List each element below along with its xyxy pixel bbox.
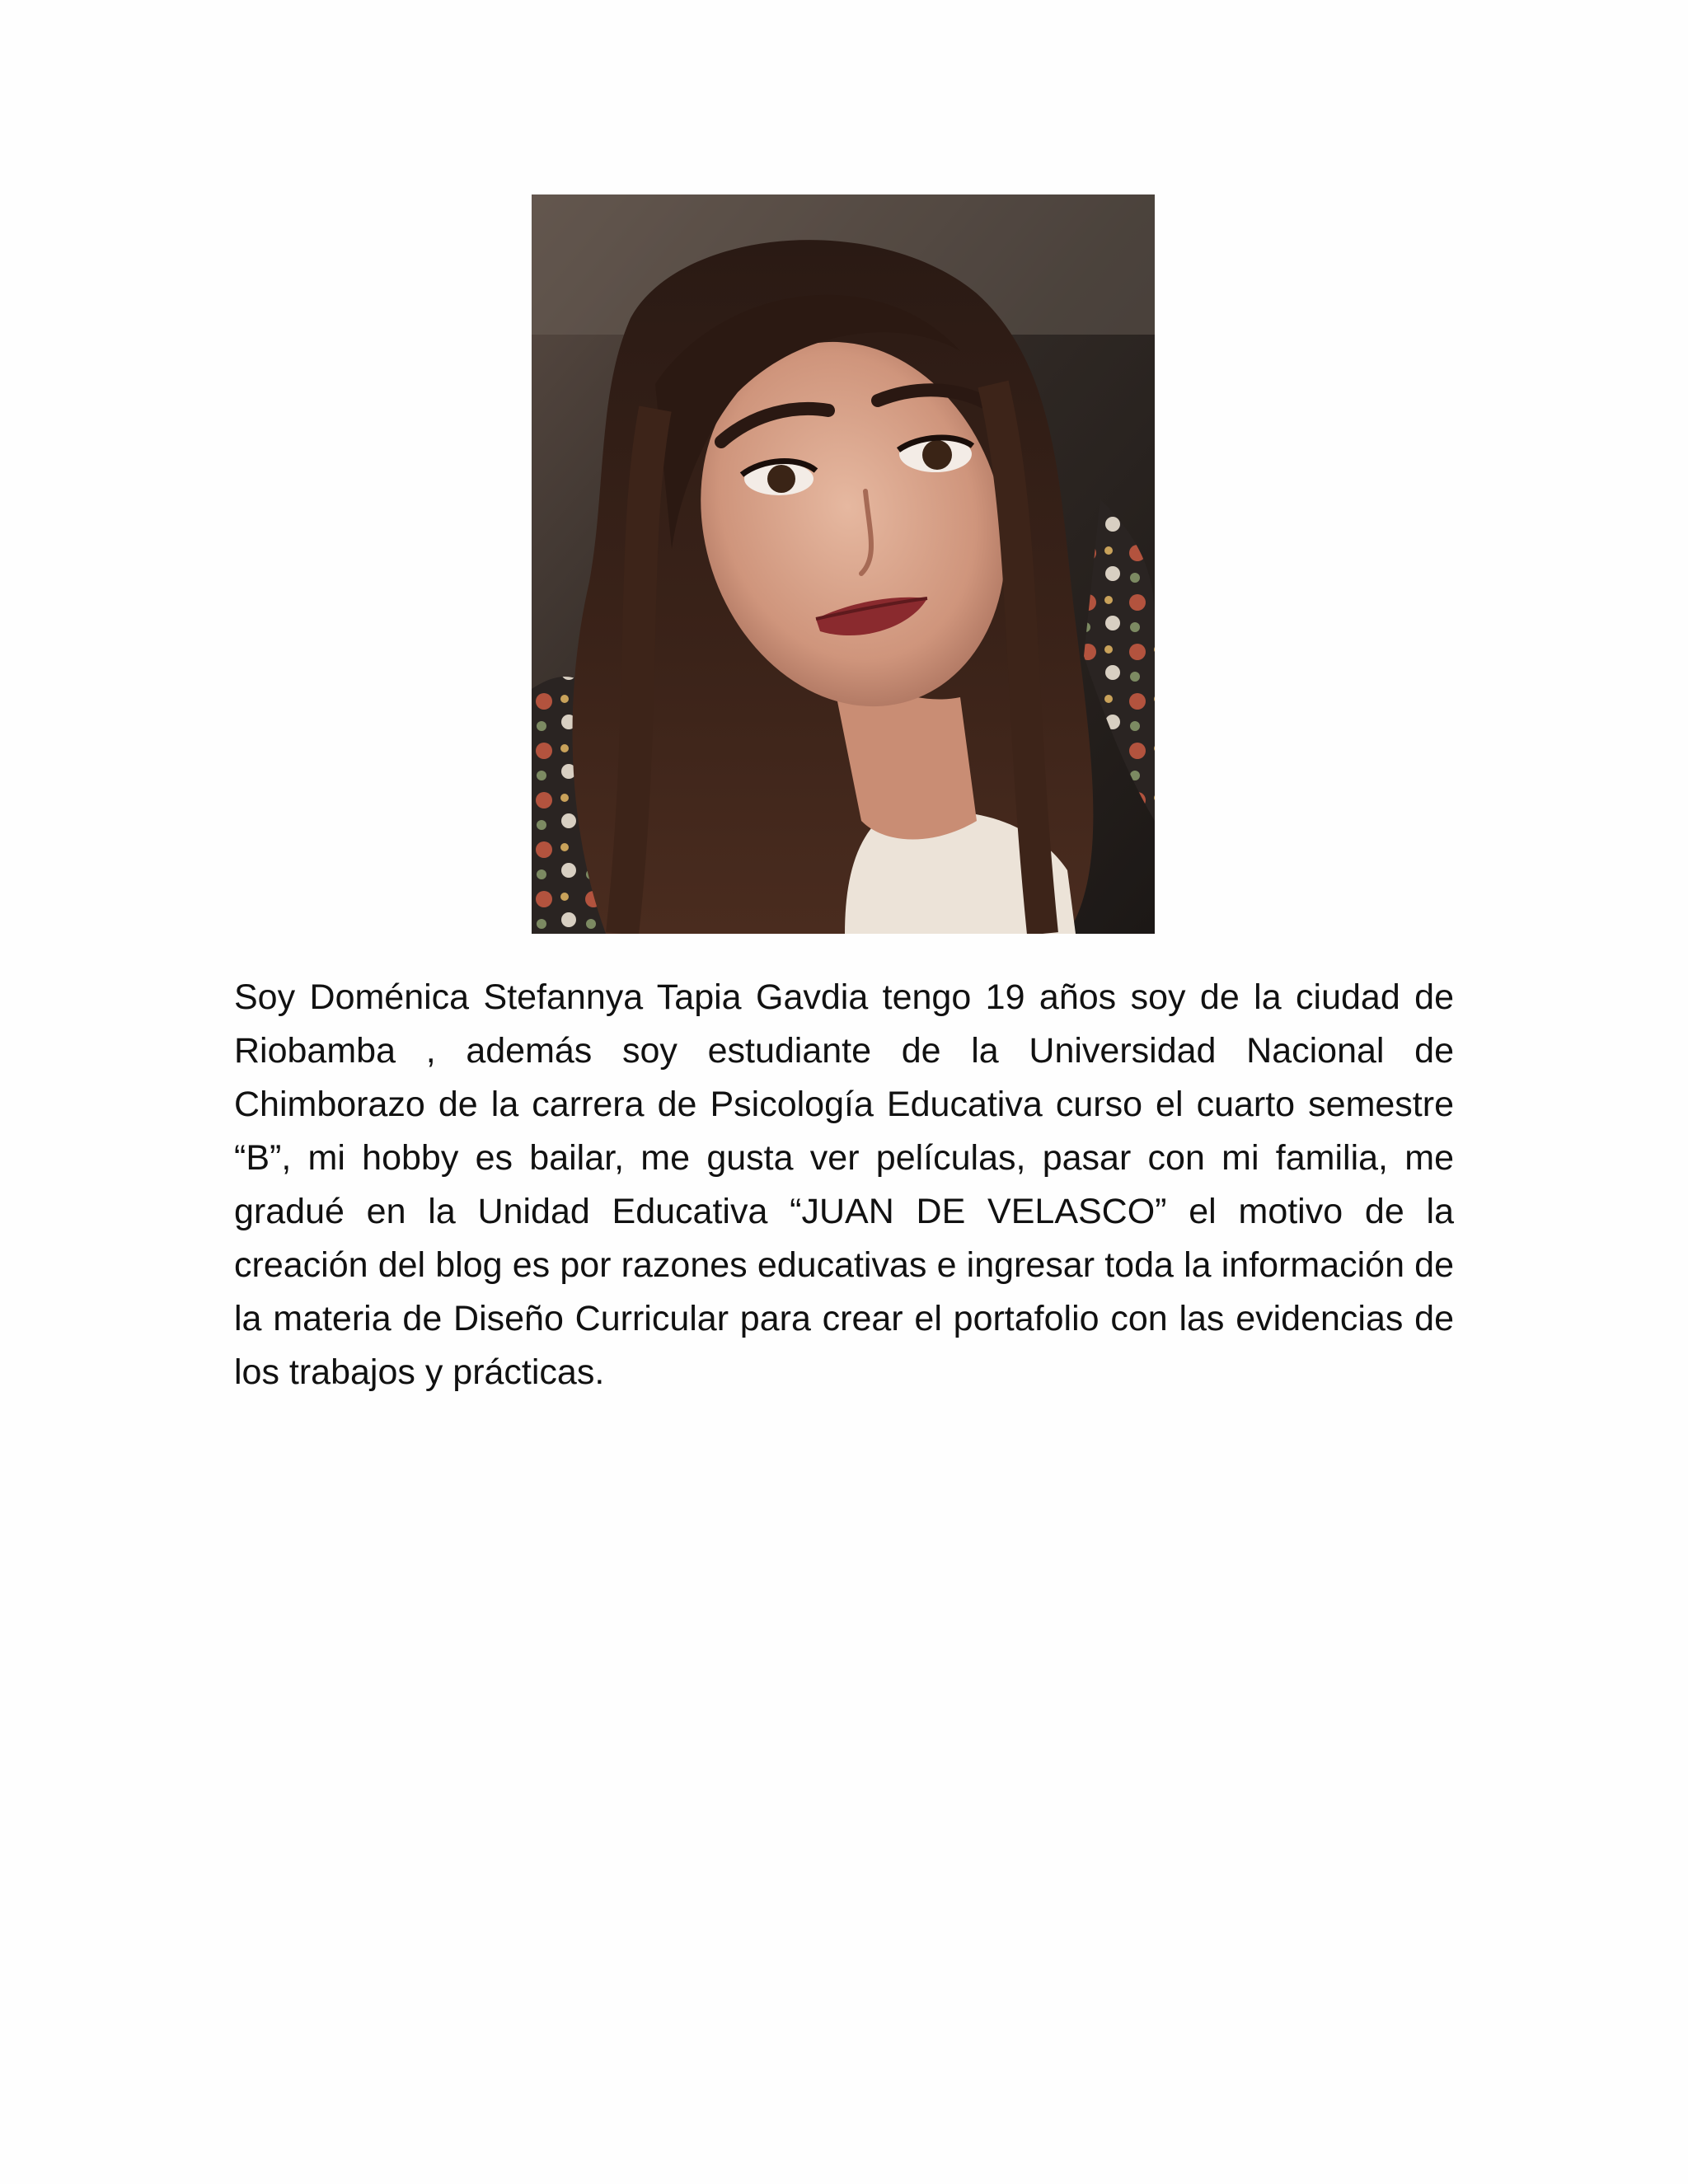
portrait-image	[532, 194, 1155, 934]
profile-photo	[532, 194, 1155, 934]
bio-paragraph: Soy Doménica Stefannya Tapia Gavdia tengo 19 años soy de la ciudad de Riobamba , además soy estudiante de la Universidad Nacional de Chimborazo de la carrera de Psicología Educativa curso el cuarto semestre “B”, mi hobby es bailar, me gusta ver películas, pasar con mi familia, me gradué en la Unidad Educativa “JUAN DE VELASCO” el motivo de la creación del blog es por razones educativas e ingresar toda la información de la materia de Diseño Curricular para crear el portafolio con las evidencias de los trabajos y prácticas.	[234, 977, 1454, 1392]
